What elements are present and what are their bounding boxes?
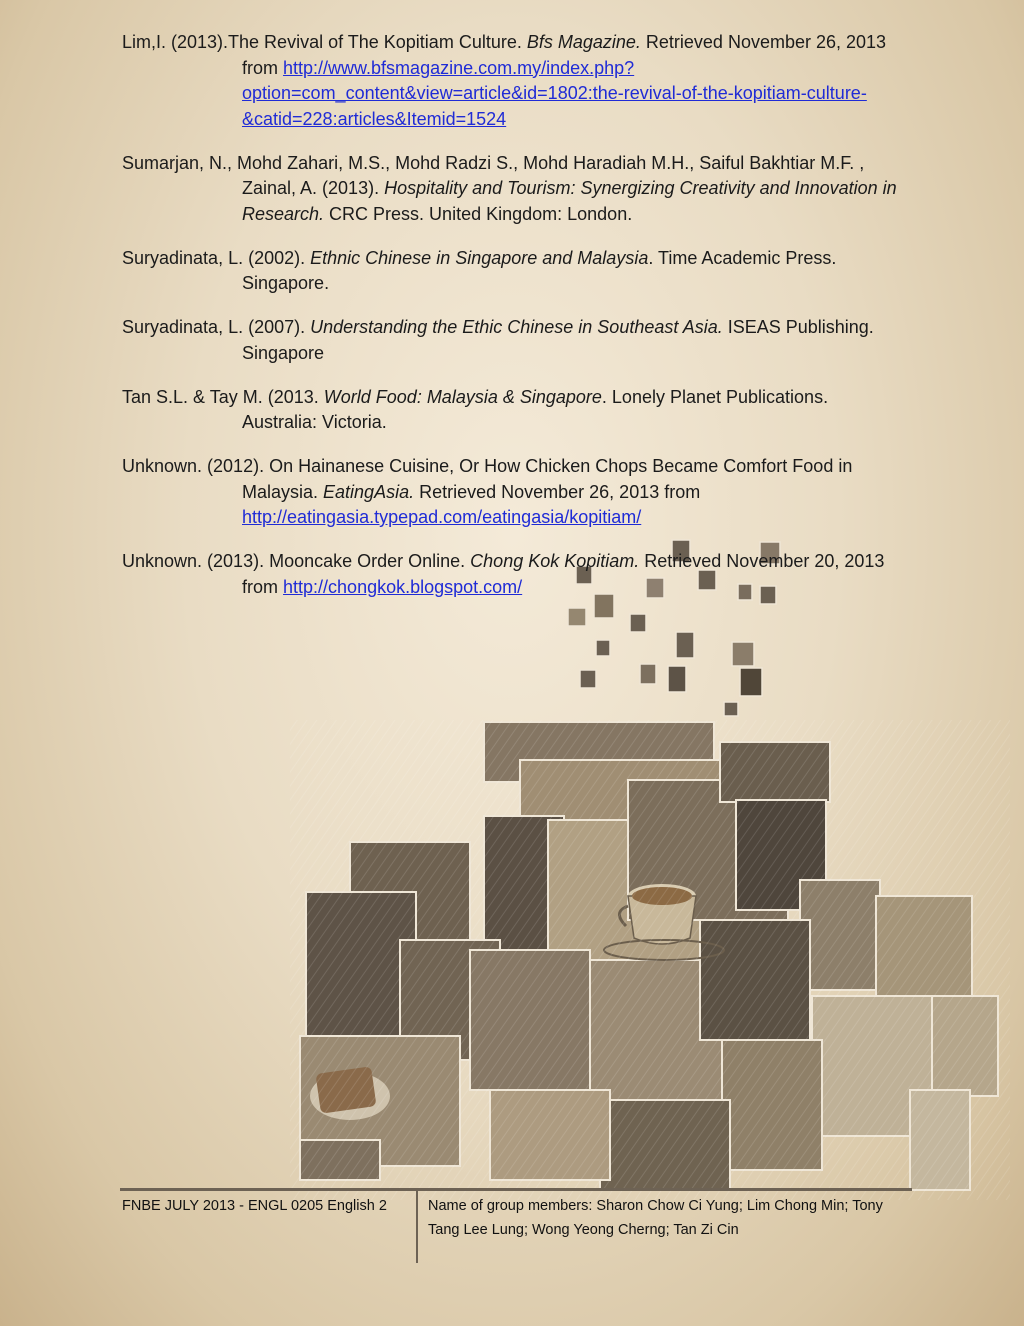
- footer-course: FNBE JULY 2013 - ENGL 0205 English 2: [122, 1198, 387, 1214]
- reference-entry: [122, 454, 902, 531]
- reference-link[interactable]: http://chongkok.blogspot.com/: [283, 576, 523, 597]
- reference-title: Hospitality and Tourism: Synergizing Creativity and Innovation in Research.: [242, 178, 897, 224]
- reference-title: Understanding the Ethic Chinese in Southeast Asia.: [310, 317, 723, 337]
- reference-tail: CRC Press. United Kingdom: London.: [324, 203, 633, 224]
- footer-group-members: Name of group members: Sharon Chow Ci Yung; Lim Chong Min; Tony Tang Lee Lung; Wong Yeong Cherng; Tan Zi Cin: [428, 1198, 883, 1238]
- reference-link[interactable]: http://eatingasia.typepad.com/eatingasia/kopitiam/: [242, 507, 642, 527]
- reference-entry: [122, 246, 902, 297]
- reference-tail: . Lonely Planet Publications. Australia: Victoria.: [242, 386, 829, 432]
- reference-tail: Retrieved November 26, 2013 from: [242, 32, 887, 78]
- reference-entry: [122, 30, 902, 132]
- reference-entry: [122, 151, 902, 228]
- reference-entry: [122, 315, 902, 366]
- reference-title: World Food: Malaysia & Singapore: [323, 386, 602, 407]
- footer-rule: [120, 1188, 912, 1191]
- reference-lead: Tan S.L. & Tay M. (2013.: [122, 386, 324, 407]
- reference-lead: Unknown. (2013). Mooncake Order Online.: [122, 551, 471, 571]
- reference-link[interactable]: http://www.bfsmagazine.com.my/index.php?option=com_content&view=article&id=1802:the-revival-of-the-kopitiam-culture-&catid=228:articles&Itemid=1524: [242, 57, 867, 129]
- reference-title: Bfs Magazine.: [526, 32, 641, 52]
- reference-title: Ethnic Chinese in Singapore and Malaysia: [310, 247, 649, 268]
- reference-list: [122, 30, 902, 619]
- reference-tail: Retrieved November 26, 2013 from: [414, 481, 701, 502]
- reference-lead: Suryadinata, L. (2007).: [122, 317, 311, 337]
- reference-lead: Suryadinata, L. (2002).: [122, 247, 311, 268]
- reference-title: Chong Kok Kopitiam.: [470, 551, 640, 571]
- reference-lead: Unknown. (2012). On Hainanese Cuisine, Or How Chicken Chops Became Comfort Food in Malaysia.: [122, 456, 853, 502]
- footer-divider: [416, 1191, 418, 1263]
- reference-entry: [122, 385, 902, 436]
- reference-tail: ISEAS Publishing. Singapore: [242, 317, 874, 363]
- reference-lead: Sumarjan, N., Mohd Zahari, M.S., Mohd Radzi S., Mohd Haradiah M.H., Saiful Bakhtiar M.F. , Zainal, A. (2013).: [122, 152, 865, 198]
- reference-entry: [122, 549, 902, 600]
- reference-title: EatingAsia.: [323, 481, 415, 502]
- reference-tail: Retrieved November 20, 2013 from: [242, 551, 885, 597]
- reference-tail: . Time Academic Press. Singapore.: [242, 247, 837, 293]
- reference-lead: Lim,I. (2013).The Revival of The Kopitiam Culture.: [122, 32, 527, 52]
